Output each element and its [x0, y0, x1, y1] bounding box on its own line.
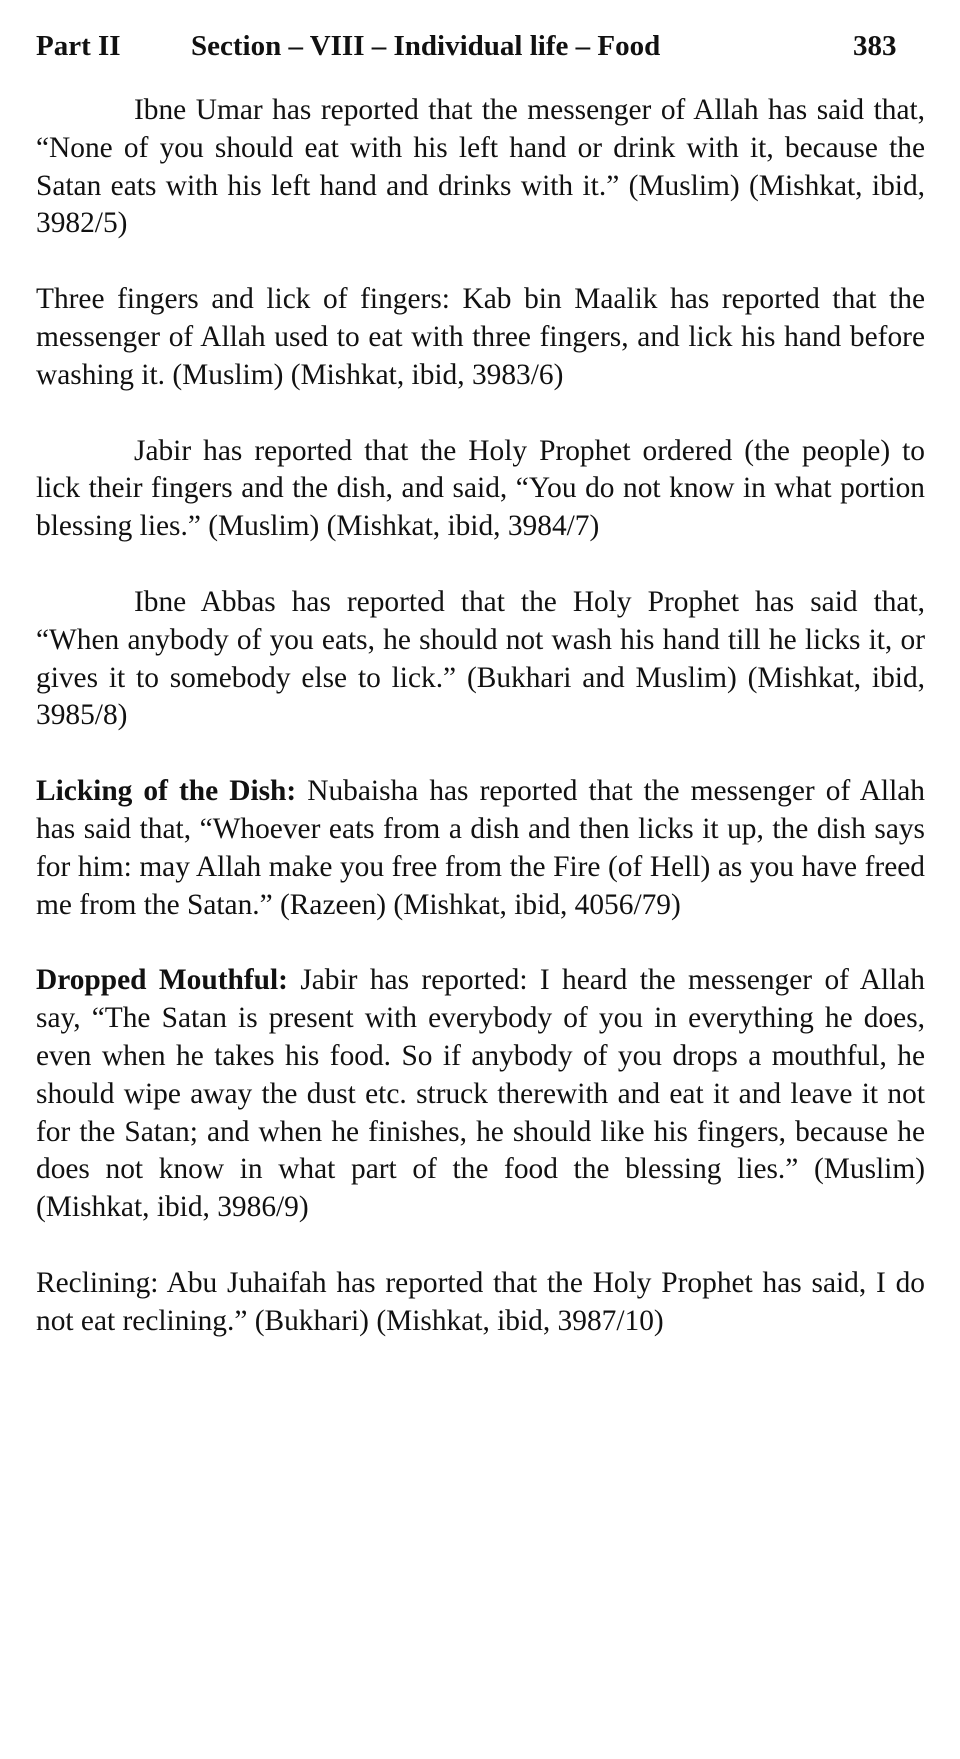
paragraph-ibne-umar	[36, 92, 925, 243]
paragraph-three-fingers	[36, 281, 925, 394]
paragraph-heading: Licking of the Dish:	[36, 775, 297, 808]
page-number: 383	[853, 30, 897, 62]
paragraph-jabir	[36, 433, 925, 546]
paragraph-text: Ibne Umar has reported that the messenger of Allah has said that, “None of you should eat with his left hand or drink with it, because the Satan eats with his left hand and drinks with it.” (Muslim) (Mishkat, ibid, 3982/5)	[36, 94, 925, 240]
paragraph-text: Nubaisha has reported that the messenger of Allah has said that, “Whoever eats from a dish and then licks it up, the dish says for him: may Allah make you free from the Fire (of Hell) as you have freed me from the Satan.” (Razeen) (Mishkat, ibid, 4056/79)	[36, 775, 925, 921]
paragraph-reclining	[36, 1265, 925, 1341]
section-title: Section – VIII – Individual life – Food	[191, 30, 661, 62]
paragraph-dropped-mouthful	[36, 962, 925, 1227]
paragraph-licking-of-dish	[36, 773, 925, 924]
paragraph-text: Three fingers and lick of fingers: Kab bin Maalik has reported that the messenger of Allah used to eat with three fingers, and lick his hand before washing it. (Muslim) (Mishkat, ibid, 3983/6)	[36, 283, 925, 391]
paragraph-text: Jabir has reported that the Holy Prophet ordered (the people) to lick their fingers and the dish, and said, “You do not know in what portion blessing lies.” (Muslim) (Mishkat, ibid, 3984/7)	[36, 434, 925, 543]
paragraph-text: Reclining: Abu Juhaifah has reported that the Holy Prophet has said, I do not eat reclining.” (Bukhari) (Mishkat, ibid, 3987/10)	[36, 1266, 925, 1337]
part-label: Part II	[36, 30, 121, 62]
paragraph-text: Ibne Abbas has reported that the Holy Prophet has said that, “When anybody of you eats, he should not wash his hand till he licks it, or gives it to somebody else to lick.” (Bukhari and Muslim) (Mishkat, ibid, 3985/8)	[36, 585, 925, 732]
paragraph-ibne-abbas	[36, 584, 925, 735]
paragraph-text: Jabir has reported: I heard the messenger of Allah say, “The Satan is present with everybody of you in everything he does, even when he takes his food. So if anybody of you drops a mouthful, he should wipe away the dust etc. struck therewith and eat it and leave it not for the Satan; and when he finishes, he should like his fingers, because he does not know in what part of the food the blessing lies.” (Muslim) (Mishkat, ibid, 3986/9)	[36, 964, 926, 1224]
paragraph-heading: Dropped Mouthful:	[36, 964, 288, 997]
running-header	[36, 28, 925, 64]
